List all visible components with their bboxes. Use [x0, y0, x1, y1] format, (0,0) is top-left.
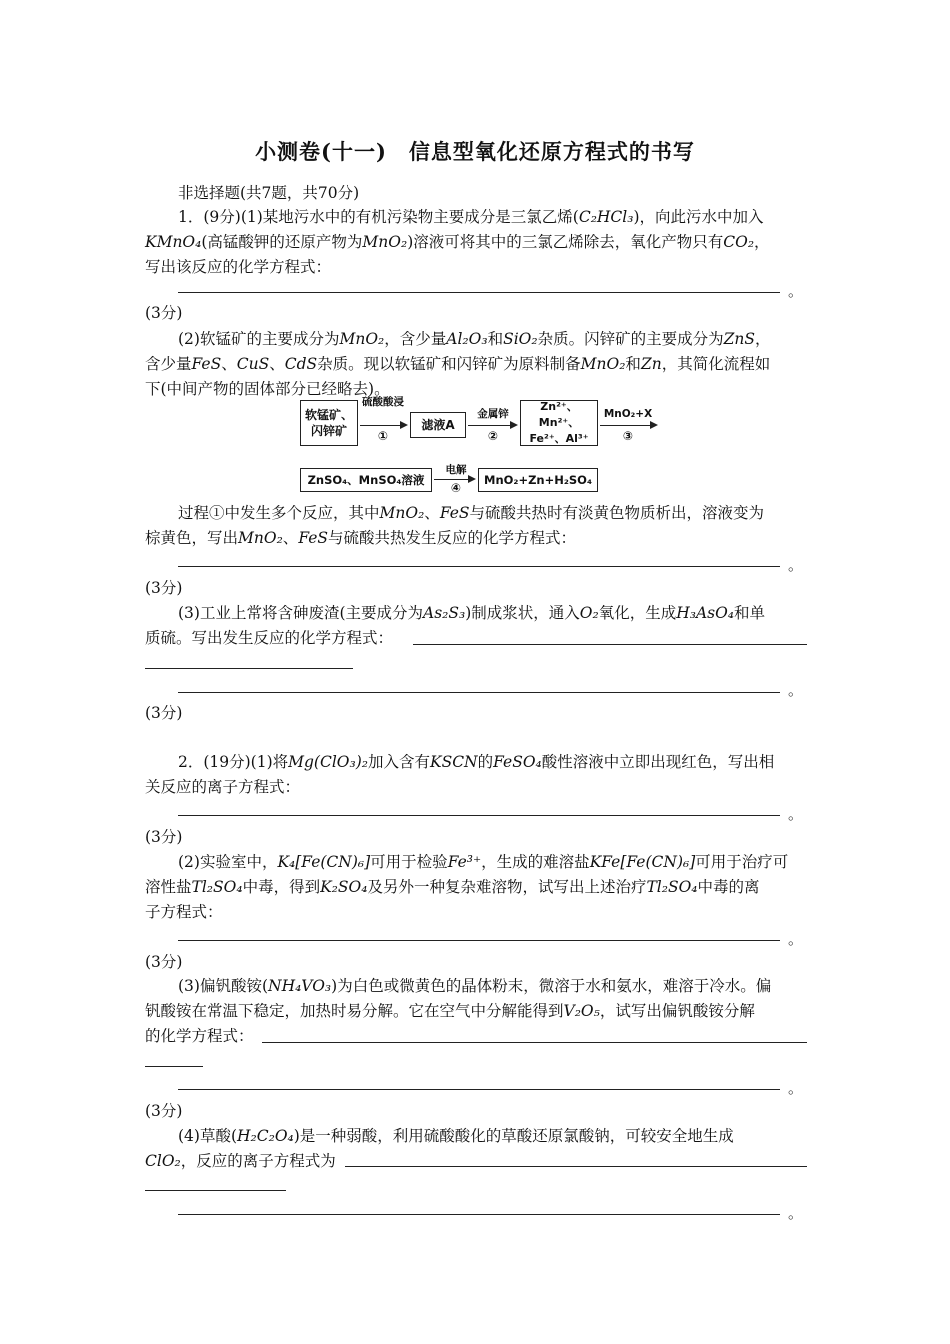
- answer-blank-inline[interactable]: [262, 1042, 807, 1043]
- step2-number: ②: [487, 429, 499, 443]
- step1-number: ①: [377, 429, 389, 443]
- q1-line2: KMnO₄(高锰酸钾的还原产物为MnO₂)溶液可将其中的三氯乙烯除去，氧化产物只有CO₂，: [145, 233, 770, 251]
- answer-blank[interactable]: [178, 292, 780, 293]
- answer-blank[interactable]: [178, 692, 780, 693]
- score-label: (3分): [145, 579, 183, 597]
- period-mark: 。: [788, 681, 804, 699]
- answer-blank-continuation[interactable]: [145, 1190, 286, 1191]
- period-mark: 。: [788, 282, 804, 300]
- period-mark: 。: [788, 930, 804, 948]
- step4-number: ④: [450, 481, 462, 495]
- products-box: MnO₂+Zn+H₂SO₄: [478, 468, 598, 492]
- q2-part2-line1: (2)实验室中，K₄[Fe(CN)₆]可用于检验Fe³⁺，生成的难溶盐KFe[Fe(CN)₆]可用于治疗可: [178, 853, 789, 871]
- answer-blank[interactable]: [178, 566, 780, 567]
- period-mark: 。: [788, 1079, 804, 1097]
- q1-part2-line3: 下(中间产物的固体部分已经略去)。: [145, 380, 390, 398]
- period-mark: 。: [788, 556, 804, 574]
- process-line2: 棕黄色，写出MnO₂、FeS与硫酸共热发生反应的化学方程式：: [145, 529, 577, 547]
- ions-box: Zn²⁺、Mn²⁺、Fe²⁺、Al³⁺: [520, 400, 598, 446]
- period-mark: 。: [788, 805, 804, 823]
- q2-line2: 关反应的离子方程式：: [145, 778, 301, 796]
- answer-blank-inline[interactable]: [345, 1166, 807, 1167]
- process-flow-diagram: [296, 398, 666, 494]
- step1-reagent: 硫酸酸浸: [362, 396, 404, 408]
- ore-box: 软锰矿、闪锌矿: [300, 400, 358, 446]
- q2-part2-line2: 溶性盐Tl₂SO₄中毒，得到K₂SO₄及另外一种复杂难溶物，试写出上述治疗Tl₂SO₄中毒的离: [145, 878, 760, 896]
- period-mark: 。: [788, 1204, 804, 1222]
- score-label: (3分): [145, 704, 183, 722]
- q1-part2-line2: 含少量FeS、CuS、CdS杂质。现以软锰矿和闪锌矿为原料制备MnO₂和Zn，其简化流程如: [145, 355, 771, 373]
- answer-blank[interactable]: [178, 815, 780, 816]
- step3-reagent: MnO₂+X: [603, 408, 653, 420]
- q2-part4-line1: (4)草酸(H₂C₂O₄)是一种弱酸，利用硫酸酸化的草酸还原氯酸钠，可较安全地生成: [178, 1127, 734, 1145]
- score-label: (3分): [145, 828, 183, 846]
- section-heading: 非选择题(共7题，共70分): [178, 184, 360, 202]
- q2-part4-line2: ClO₂，反应的离子方程式为: [145, 1152, 336, 1170]
- answer-blank-continuation[interactable]: [145, 1066, 203, 1067]
- q2-part3-line2: 钒酸铵在常温下稳定，加热时易分解。它在空气中分解能得到V₂O₅，试写出偏钒酸铵分解: [145, 1002, 755, 1020]
- step4-arrow: [434, 479, 474, 480]
- step1-arrow: [360, 425, 406, 426]
- q1-part3-line1: (3)工业上常将含砷废渣(主要成分为As₂S₃)制成浆状，通入O₂氧化，生成H₃AsO₄和单: [178, 604, 766, 622]
- answer-blank[interactable]: [178, 1214, 780, 1215]
- q2-line1: 2．(19分)(1)将Mg(ClO₃)₂加入含有KSCN的FeSO₄酸性溶液中立即出现红色，写出相: [178, 753, 775, 771]
- filtrate-box: 滤液A: [410, 412, 466, 438]
- answer-blank[interactable]: [178, 1089, 780, 1090]
- q1-line1: 1．(9分)(1)某地污水中的有机污染物主要成分是三氯乙烯(C₂HCl₃)，向此污水中加入: [178, 208, 764, 226]
- step3-number: ③: [622, 429, 634, 443]
- solution-box: ZnSO₄、MnSO₄溶液: [300, 468, 432, 492]
- q2-part3-line1: (3)偏钒酸铵(NH₄VO₃)为白色或微黄色的晶体粉末，微溶于水和氨水，难溶于冷水。偏: [178, 977, 772, 995]
- q2-part2-line3: 子方程式：: [145, 903, 223, 921]
- step4-reagent: 电解: [445, 464, 467, 476]
- answer-blank[interactable]: [178, 940, 780, 941]
- step2-reagent: 金属锌: [477, 408, 509, 420]
- q1-line3: 写出该反应的化学方程式：: [145, 258, 332, 276]
- q1-part2-line1: (2)软锰矿的主要成分为MnO₂，含少量Al₂O₃和SiO₂杂质。闪锌矿的主要成分为ZnS，: [178, 330, 771, 348]
- page-title: 小测卷(十一) 信息型氧化还原方程式的书写: [255, 139, 695, 164]
- score-label: (3分): [145, 1102, 183, 1120]
- step3-arrow: [600, 425, 656, 426]
- answer-blank-continuation[interactable]: [145, 668, 353, 669]
- step2-arrow: [468, 425, 516, 426]
- score-label: (3分): [145, 304, 183, 322]
- answer-blank-inline[interactable]: [413, 644, 807, 645]
- process-line1: 过程①中发生多个反应，其中MnO₂、FeS与硫酸共热时有淡黄色物质析出，溶液变为: [178, 504, 765, 522]
- q1-part3-line2: 质硫。写出发生反应的化学方程式：: [145, 629, 394, 647]
- q2-part3-line3: 的化学方程式：: [145, 1027, 254, 1045]
- score-label: (3分): [145, 953, 183, 971]
